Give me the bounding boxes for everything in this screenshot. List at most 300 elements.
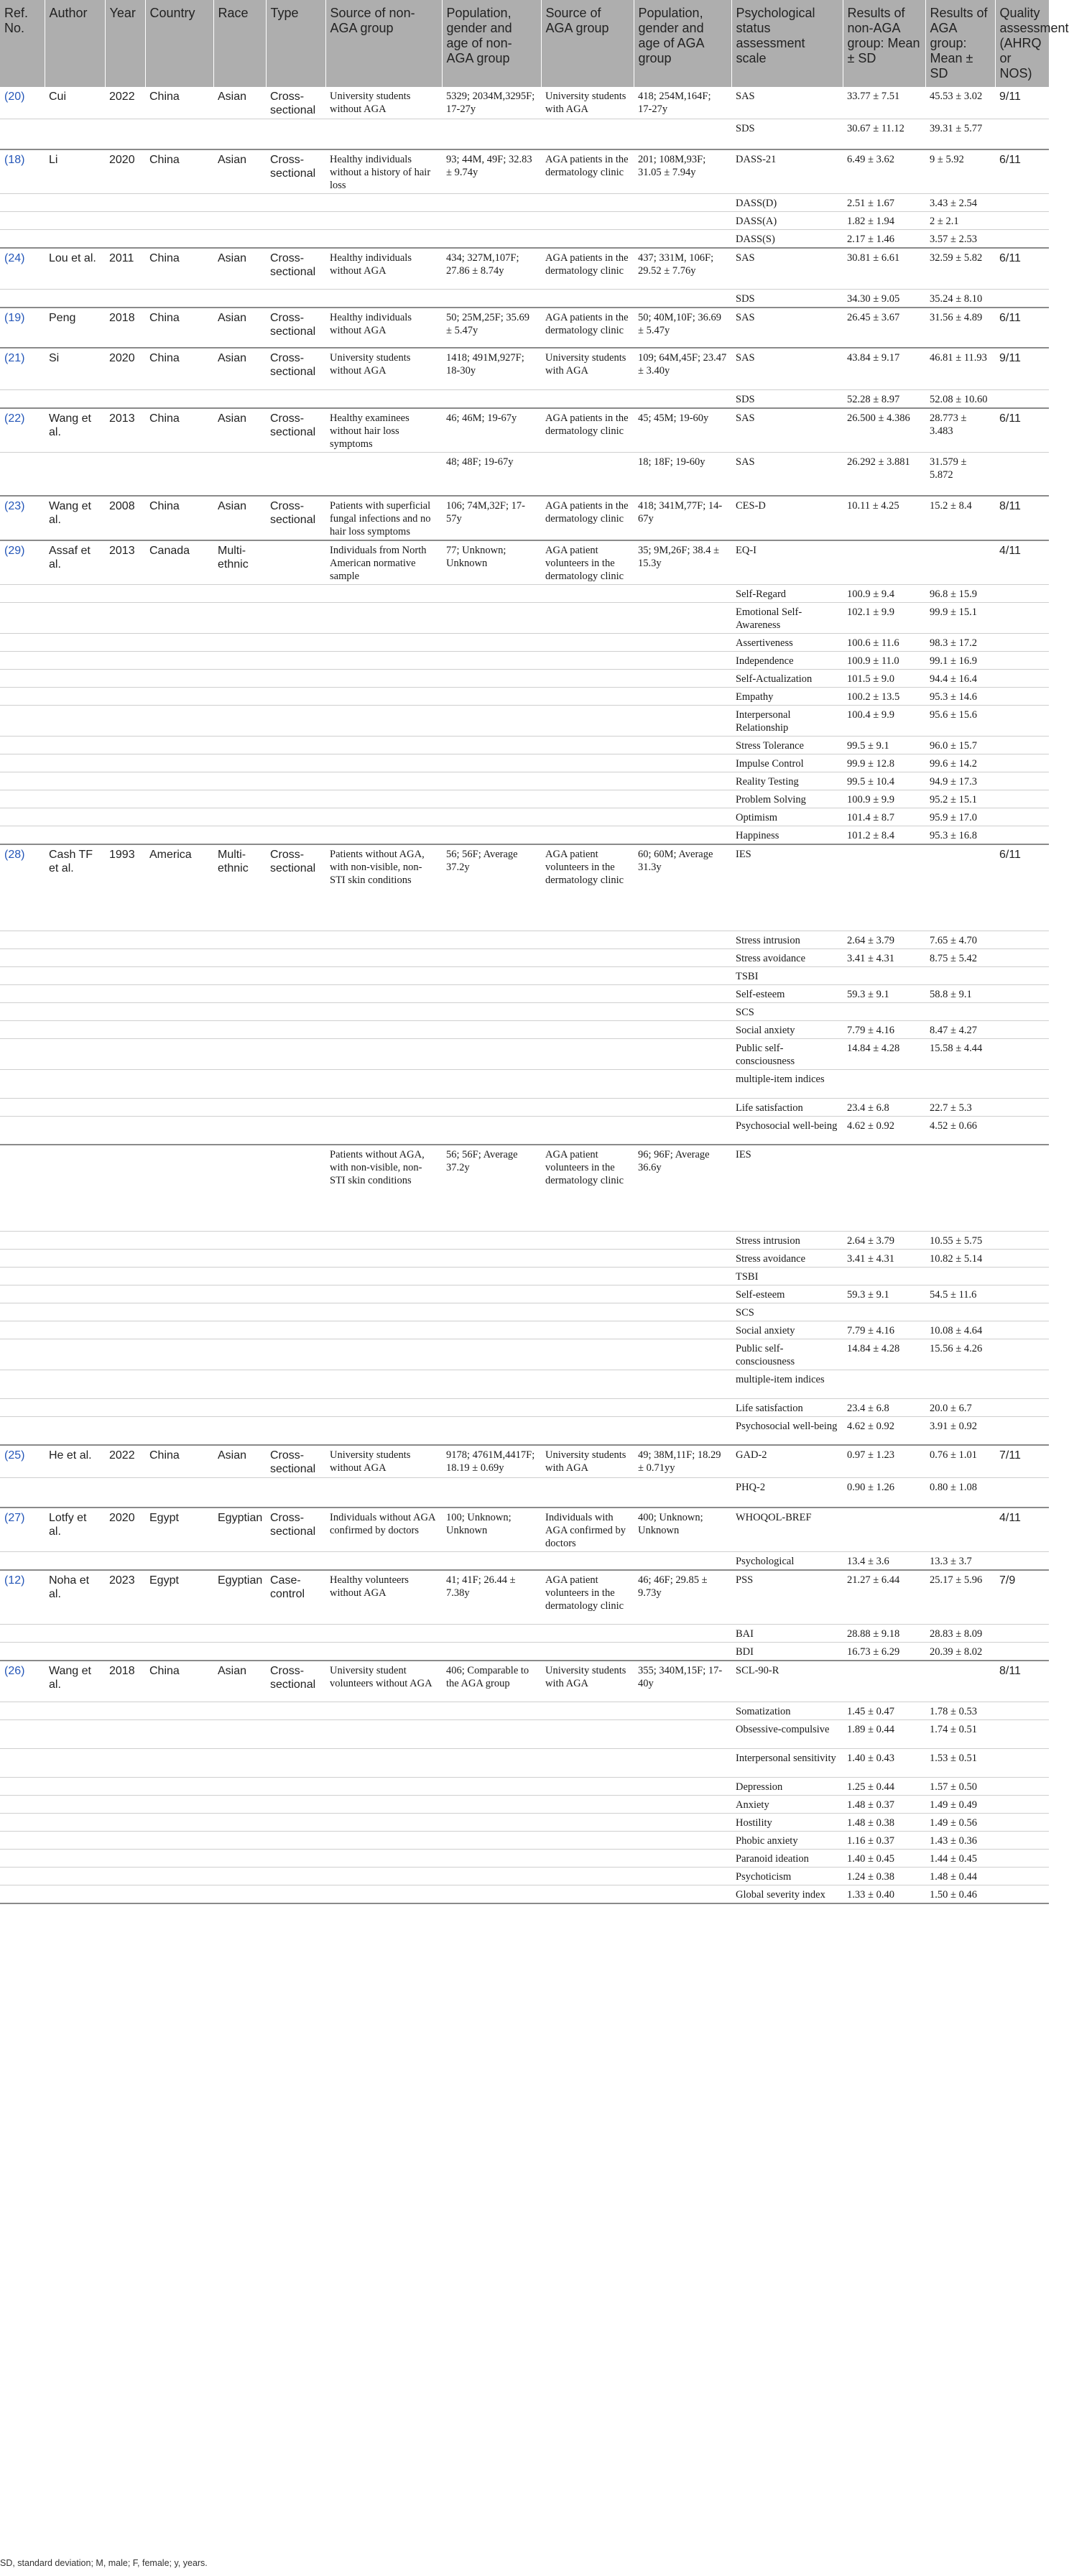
aga-population-cell xyxy=(634,1885,731,1903)
aga-source-cell: AGA patient volunteers in the dermatology clinic xyxy=(541,844,634,931)
table-body xyxy=(0,87,1049,1903)
non-aga-population-cell xyxy=(442,1702,541,1719)
ref-no-cell xyxy=(0,1748,45,1777)
table-row xyxy=(0,1116,1049,1145)
aga-population-cell xyxy=(634,1321,731,1339)
non-aga-population-cell xyxy=(442,984,541,1002)
year-cell xyxy=(105,389,145,408)
aga-population-cell xyxy=(634,634,731,652)
type-cell xyxy=(266,670,325,688)
scale-cell: Public self-consciousness xyxy=(731,1339,843,1370)
aga-result-cell xyxy=(925,1002,995,1020)
non-aga-result-cell: 100.9 ± 11.0 xyxy=(843,652,925,670)
non-aga-result-cell: 2.51 ± 1.67 xyxy=(843,193,925,211)
year-cell xyxy=(105,737,145,754)
aga-source-cell xyxy=(541,603,634,634)
author-cell xyxy=(45,1116,105,1145)
aga-source-cell: AGA patient volunteers in the dermatology clinic xyxy=(541,540,634,585)
quality-cell xyxy=(995,1702,1049,1719)
table-row xyxy=(0,603,1049,634)
country-cell xyxy=(145,1145,213,1231)
aga-population-cell xyxy=(634,1867,731,1885)
quality-cell xyxy=(995,737,1049,754)
aga-source-cell xyxy=(541,1339,634,1370)
type-cell xyxy=(266,948,325,966)
aga-result-cell: 45.53 ± 3.02 xyxy=(925,87,995,119)
non-aga-result-cell: 52.28 ± 8.97 xyxy=(843,389,925,408)
race-cell xyxy=(213,706,266,737)
non-aga-source-cell: Healthy volunteers without AGA xyxy=(325,1570,442,1625)
aga-result-cell: 31.579 ± 5.872 xyxy=(925,452,995,496)
quality-cell xyxy=(995,1625,1049,1643)
race-cell: Multi-ethnic xyxy=(213,540,266,585)
aga-result-cell: 3.91 ± 0.92 xyxy=(925,1416,995,1445)
country-cell: China xyxy=(145,408,213,453)
non-aga-population-cell xyxy=(442,706,541,737)
quality-cell xyxy=(995,1813,1049,1831)
aga-source-cell xyxy=(541,706,634,737)
aga-source-cell xyxy=(541,948,634,966)
aga-population-cell xyxy=(634,1116,731,1145)
scale-cell: Paranoid ideation xyxy=(731,1849,843,1867)
table-row xyxy=(0,149,1049,194)
non-aga-source-cell xyxy=(325,1748,442,1777)
race-cell xyxy=(213,452,266,496)
scale-cell: SDS xyxy=(731,389,843,408)
ref-no-cell xyxy=(0,119,45,149)
non-aga-source-cell xyxy=(325,1702,442,1719)
non-aga-source-cell xyxy=(325,948,442,966)
author-cell xyxy=(45,1416,105,1445)
race-cell xyxy=(213,1038,266,1069)
race-cell xyxy=(213,193,266,211)
quality-cell xyxy=(995,229,1049,248)
race-cell xyxy=(213,1020,266,1038)
aga-source-cell xyxy=(541,585,634,603)
aga-result-cell xyxy=(925,1303,995,1321)
ref-no-cell xyxy=(0,1098,45,1116)
type-cell xyxy=(266,1321,325,1339)
non-aga-source-cell xyxy=(325,1885,442,1903)
scale-cell: Problem Solving xyxy=(731,790,843,808)
race-cell: Egyptian xyxy=(213,1570,266,1625)
non-aga-population-cell xyxy=(442,1813,541,1831)
race-cell xyxy=(213,1303,266,1321)
ref-no-cell xyxy=(0,1813,45,1831)
non-aga-population-cell xyxy=(442,119,541,149)
non-aga-result-cell xyxy=(843,1661,925,1702)
aga-result-cell: 9 ± 5.92 xyxy=(925,149,995,194)
non-aga-source-cell xyxy=(325,1813,442,1831)
year-cell xyxy=(105,634,145,652)
aga-source-cell xyxy=(541,1321,634,1339)
table-row xyxy=(0,1661,1049,1702)
quality-cell xyxy=(995,772,1049,790)
author-cell xyxy=(45,229,105,248)
type-cell xyxy=(266,772,325,790)
non-aga-result-cell: 30.67 ± 11.12 xyxy=(843,119,925,149)
ref-no-cell xyxy=(0,1702,45,1719)
country-cell xyxy=(145,1398,213,1416)
type-cell xyxy=(266,808,325,826)
type-cell xyxy=(266,229,325,248)
quality-cell xyxy=(995,1020,1049,1038)
quality-cell xyxy=(995,1303,1049,1321)
non-aga-result-cell xyxy=(843,540,925,585)
year-cell: 2020 xyxy=(105,1508,145,1552)
country-cell xyxy=(145,931,213,948)
type-cell xyxy=(266,1885,325,1903)
scale-cell: TSBI xyxy=(731,966,843,984)
quality-cell xyxy=(995,1748,1049,1777)
quality-cell: 6/11 xyxy=(995,248,1049,290)
non-aga-source-cell: Healthy individuals without AGA xyxy=(325,308,442,348)
year-cell xyxy=(105,211,145,229)
type-cell xyxy=(266,585,325,603)
country-cell xyxy=(145,1002,213,1020)
race-cell xyxy=(213,211,266,229)
aga-result-cell xyxy=(925,1370,995,1398)
author-cell xyxy=(45,1795,105,1813)
quality-cell xyxy=(995,808,1049,826)
aga-result-cell: 52.08 ± 10.60 xyxy=(925,389,995,408)
quality-cell: 6/11 xyxy=(995,149,1049,194)
year-cell xyxy=(105,1416,145,1445)
table-row xyxy=(0,1002,1049,1020)
ref-no-cell: (28) xyxy=(0,844,45,931)
non-aga-population-cell: 56; 56F; Average 37.2y xyxy=(442,844,541,931)
race-cell xyxy=(213,1098,266,1116)
aga-source-cell xyxy=(541,1002,634,1020)
country-cell xyxy=(145,688,213,706)
year-cell xyxy=(105,1813,145,1831)
non-aga-source-cell xyxy=(325,688,442,706)
aga-result-cell: 94.4 ± 16.4 xyxy=(925,670,995,688)
non-aga-source-cell xyxy=(325,931,442,948)
quality-cell xyxy=(995,1116,1049,1145)
aga-source-cell xyxy=(541,1231,634,1249)
non-aga-population-cell xyxy=(442,1020,541,1038)
country-cell xyxy=(145,808,213,826)
aga-population-cell xyxy=(634,211,731,229)
aga-population-cell xyxy=(634,193,731,211)
quality-cell xyxy=(995,1885,1049,1903)
non-aga-source-cell xyxy=(325,652,442,670)
author-cell xyxy=(45,688,105,706)
non-aga-source-cell xyxy=(325,966,442,984)
non-aga-result-cell: 1.48 ± 0.38 xyxy=(843,1813,925,1831)
quality-cell xyxy=(995,1551,1049,1570)
non-aga-population-cell xyxy=(442,1285,541,1303)
scale-cell: SAS xyxy=(731,348,843,389)
scale-cell: TSBI xyxy=(731,1267,843,1285)
quality-cell xyxy=(995,1719,1049,1748)
non-aga-result-cell: 100.9 ± 9.4 xyxy=(843,585,925,603)
author-cell xyxy=(45,211,105,229)
country-cell xyxy=(145,1370,213,1398)
type-cell xyxy=(266,1231,325,1249)
non-aga-population-cell: 93; 44M, 49F; 32.83 ± 9.74y xyxy=(442,149,541,194)
ref-no-cell xyxy=(0,1321,45,1339)
quality-cell xyxy=(995,652,1049,670)
column-header: Author xyxy=(45,0,105,87)
race-cell xyxy=(213,808,266,826)
non-aga-source-cell: Healthy examinees without hair loss symptoms xyxy=(325,408,442,453)
ref-no-cell xyxy=(0,1069,45,1098)
scale-cell: multiple-item indices xyxy=(731,1069,843,1098)
column-header: Source of AGA group xyxy=(541,0,634,87)
ref-no-cell: (24) xyxy=(0,248,45,290)
aga-population-cell: 96; 96F; Average 36.6y xyxy=(634,1145,731,1231)
year-cell xyxy=(105,1625,145,1643)
aga-source-cell xyxy=(541,119,634,149)
race-cell: Asian xyxy=(213,1445,266,1478)
table-row xyxy=(0,1339,1049,1370)
author-cell xyxy=(45,826,105,845)
race-cell xyxy=(213,229,266,248)
table-row xyxy=(0,1267,1049,1285)
aga-population-cell: 418; 254M,164F; 17-27y xyxy=(634,87,731,119)
ref-no-cell xyxy=(0,1020,45,1038)
scale-cell: SAS xyxy=(731,452,843,496)
author-cell xyxy=(45,931,105,948)
non-aga-source-cell xyxy=(325,1867,442,1885)
country-cell xyxy=(145,1867,213,1885)
country-cell: Canada xyxy=(145,540,213,585)
aga-source-cell xyxy=(541,1416,634,1445)
non-aga-result-cell: 1.89 ± 0.44 xyxy=(843,1719,925,1748)
table-row xyxy=(0,1702,1049,1719)
aga-source-cell: AGA patient volunteers in the dermatology clinic xyxy=(541,1145,634,1231)
non-aga-result-cell: 28.88 ± 9.18 xyxy=(843,1625,925,1643)
scale-cell: IES xyxy=(731,1145,843,1231)
non-aga-result-cell: 33.77 ± 7.51 xyxy=(843,87,925,119)
country-cell xyxy=(145,1748,213,1777)
non-aga-result-cell: 99.9 ± 12.8 xyxy=(843,754,925,772)
ref-no-cell xyxy=(0,1867,45,1885)
type-cell xyxy=(266,984,325,1002)
aga-source-cell xyxy=(541,1285,634,1303)
ref-no-cell: (21) xyxy=(0,348,45,389)
column-header: Year xyxy=(105,0,145,87)
scale-cell: multiple-item indices xyxy=(731,1370,843,1398)
aga-result-cell: 3.43 ± 2.54 xyxy=(925,193,995,211)
country-cell xyxy=(145,634,213,652)
non-aga-population-cell xyxy=(442,1370,541,1398)
table-row xyxy=(0,389,1049,408)
non-aga-result-cell: 1.82 ± 1.94 xyxy=(843,211,925,229)
ref-no-cell xyxy=(0,452,45,496)
race-cell: Asian xyxy=(213,408,266,453)
author-cell: Lou et al. xyxy=(45,248,105,290)
country-cell xyxy=(145,706,213,737)
aga-population-cell xyxy=(634,1267,731,1285)
ref-no-cell xyxy=(0,652,45,670)
non-aga-population-cell xyxy=(442,1831,541,1849)
aga-source-cell xyxy=(541,211,634,229)
race-cell: Asian xyxy=(213,149,266,194)
non-aga-result-cell: 26.292 ± 3.881 xyxy=(843,452,925,496)
year-cell: 2022 xyxy=(105,87,145,119)
type-cell xyxy=(266,652,325,670)
quality-cell xyxy=(995,1038,1049,1069)
non-aga-result-cell: 10.11 ± 4.25 xyxy=(843,496,925,540)
ref-no-cell xyxy=(0,826,45,845)
country-cell xyxy=(145,948,213,966)
non-aga-result-cell: 101.2 ± 8.4 xyxy=(843,826,925,845)
aga-source-cell xyxy=(541,452,634,496)
country-cell xyxy=(145,966,213,984)
aga-result-cell: 0.76 ± 1.01 xyxy=(925,1445,995,1478)
type-cell xyxy=(266,389,325,408)
aga-result-cell: 13.3 ± 3.7 xyxy=(925,1551,995,1570)
non-aga-population-cell: 41; 41F; 26.44 ± 7.38y xyxy=(442,1570,541,1625)
aga-source-cell xyxy=(541,1478,634,1508)
race-cell xyxy=(213,585,266,603)
country-cell xyxy=(145,826,213,845)
aga-population-cell xyxy=(634,603,731,634)
author-cell xyxy=(45,1748,105,1777)
non-aga-result-cell xyxy=(843,1370,925,1398)
race-cell xyxy=(213,931,266,948)
aga-source-cell: AGA patient volunteers in the dermatology clinic xyxy=(541,1570,634,1625)
scale-cell: Independence xyxy=(731,652,843,670)
table-row xyxy=(0,1719,1049,1748)
ref-no-cell: (22) xyxy=(0,408,45,453)
non-aga-source-cell xyxy=(325,193,442,211)
year-cell xyxy=(105,1702,145,1719)
non-aga-result-cell: 0.90 ± 1.26 xyxy=(843,1478,925,1508)
non-aga-population-cell xyxy=(442,229,541,248)
non-aga-population-cell xyxy=(442,931,541,948)
year-cell xyxy=(105,452,145,496)
quality-cell xyxy=(995,688,1049,706)
aga-population-cell xyxy=(634,1098,731,1116)
non-aga-population-cell xyxy=(442,634,541,652)
aga-population-cell xyxy=(634,1002,731,1020)
ref-no-cell xyxy=(0,1719,45,1748)
ref-no-cell xyxy=(0,634,45,652)
country-cell xyxy=(145,1551,213,1570)
scale-cell: Impulse Control xyxy=(731,754,843,772)
aga-result-cell: 99.9 ± 15.1 xyxy=(925,603,995,634)
country-cell xyxy=(145,1249,213,1267)
race-cell xyxy=(213,1478,266,1508)
author-cell xyxy=(45,193,105,211)
non-aga-source-cell xyxy=(325,211,442,229)
non-aga-result-cell: 0.97 ± 1.23 xyxy=(843,1445,925,1478)
author-cell xyxy=(45,652,105,670)
aga-result-cell: 1.57 ± 0.50 xyxy=(925,1777,995,1795)
non-aga-result-cell: 1.45 ± 0.47 xyxy=(843,1702,925,1719)
table-row xyxy=(0,1098,1049,1116)
non-aga-result-cell: 34.30 ± 9.05 xyxy=(843,290,925,308)
type-cell xyxy=(266,966,325,984)
table-row xyxy=(0,1020,1049,1038)
non-aga-source-cell: Healthy individuals without a history of hair loss xyxy=(325,149,442,194)
non-aga-source-cell: Patients without AGA, with non-visible, non-STI skin conditions xyxy=(325,1145,442,1231)
quality-cell xyxy=(995,1777,1049,1795)
non-aga-population-cell xyxy=(442,826,541,845)
aga-population-cell xyxy=(634,1416,731,1445)
year-cell xyxy=(105,652,145,670)
non-aga-population-cell xyxy=(442,211,541,229)
race-cell xyxy=(213,688,266,706)
aga-population-cell xyxy=(634,1249,731,1267)
ref-no-cell xyxy=(0,1038,45,1069)
aga-source-cell xyxy=(541,652,634,670)
race-cell xyxy=(213,754,266,772)
ref-no-cell xyxy=(0,290,45,308)
quality-cell xyxy=(995,948,1049,966)
ref-no-cell: (25) xyxy=(0,1445,45,1478)
year-cell xyxy=(105,670,145,688)
type-cell xyxy=(266,540,325,585)
author-cell xyxy=(45,1398,105,1416)
scale-cell: Psychoticism xyxy=(731,1867,843,1885)
non-aga-result-cell xyxy=(843,1069,925,1098)
non-aga-population-cell xyxy=(442,737,541,754)
aga-population-cell xyxy=(634,1643,731,1661)
year-cell xyxy=(105,1231,145,1249)
non-aga-result-cell: 2.64 ± 3.79 xyxy=(843,931,925,948)
aga-population-cell xyxy=(634,652,731,670)
non-aga-result-cell: 26.500 ± 4.386 xyxy=(843,408,925,453)
aga-result-cell: 20.39 ± 8.02 xyxy=(925,1643,995,1661)
table-row xyxy=(0,754,1049,772)
table-row xyxy=(0,87,1049,119)
aga-source-cell xyxy=(541,670,634,688)
aga-source-cell: Individuals with AGA confirmed by doctors xyxy=(541,1508,634,1552)
non-aga-population-cell: 46; 46M; 19-67y xyxy=(442,408,541,453)
author-cell xyxy=(45,1038,105,1069)
year-cell: 2008 xyxy=(105,496,145,540)
year-cell xyxy=(105,1777,145,1795)
column-header: Psychological status assessment scale xyxy=(731,0,843,87)
author-cell: Lotfy et al. xyxy=(45,1508,105,1552)
aga-population-cell xyxy=(634,1625,731,1643)
author-cell xyxy=(45,389,105,408)
race-cell xyxy=(213,1002,266,1020)
non-aga-result-cell: 43.84 ± 9.17 xyxy=(843,348,925,389)
scale-cell: Somatization xyxy=(731,1702,843,1719)
non-aga-result-cell: 100.6 ± 11.6 xyxy=(843,634,925,652)
non-aga-source-cell xyxy=(325,790,442,808)
aga-source-cell xyxy=(541,688,634,706)
non-aga-result-cell: 101.4 ± 8.7 xyxy=(843,808,925,826)
author-cell xyxy=(45,754,105,772)
quality-cell xyxy=(995,1370,1049,1398)
scale-cell: Psychological xyxy=(731,1551,843,1570)
type-cell xyxy=(266,688,325,706)
non-aga-population-cell xyxy=(442,585,541,603)
race-cell xyxy=(213,1116,266,1145)
author-cell xyxy=(45,1719,105,1748)
table-row xyxy=(0,1370,1049,1398)
non-aga-result-cell: 7.79 ± 4.16 xyxy=(843,1321,925,1339)
table-row xyxy=(0,772,1049,790)
year-cell xyxy=(105,585,145,603)
year-cell xyxy=(105,984,145,1002)
author-cell xyxy=(45,1643,105,1661)
aga-population-cell xyxy=(634,1370,731,1398)
table-row xyxy=(0,1508,1049,1552)
year-cell: 2018 xyxy=(105,1661,145,1702)
scale-cell: Assertiveness xyxy=(731,634,843,652)
year-cell xyxy=(105,603,145,634)
aga-population-cell xyxy=(634,119,731,149)
type-cell xyxy=(266,1303,325,1321)
